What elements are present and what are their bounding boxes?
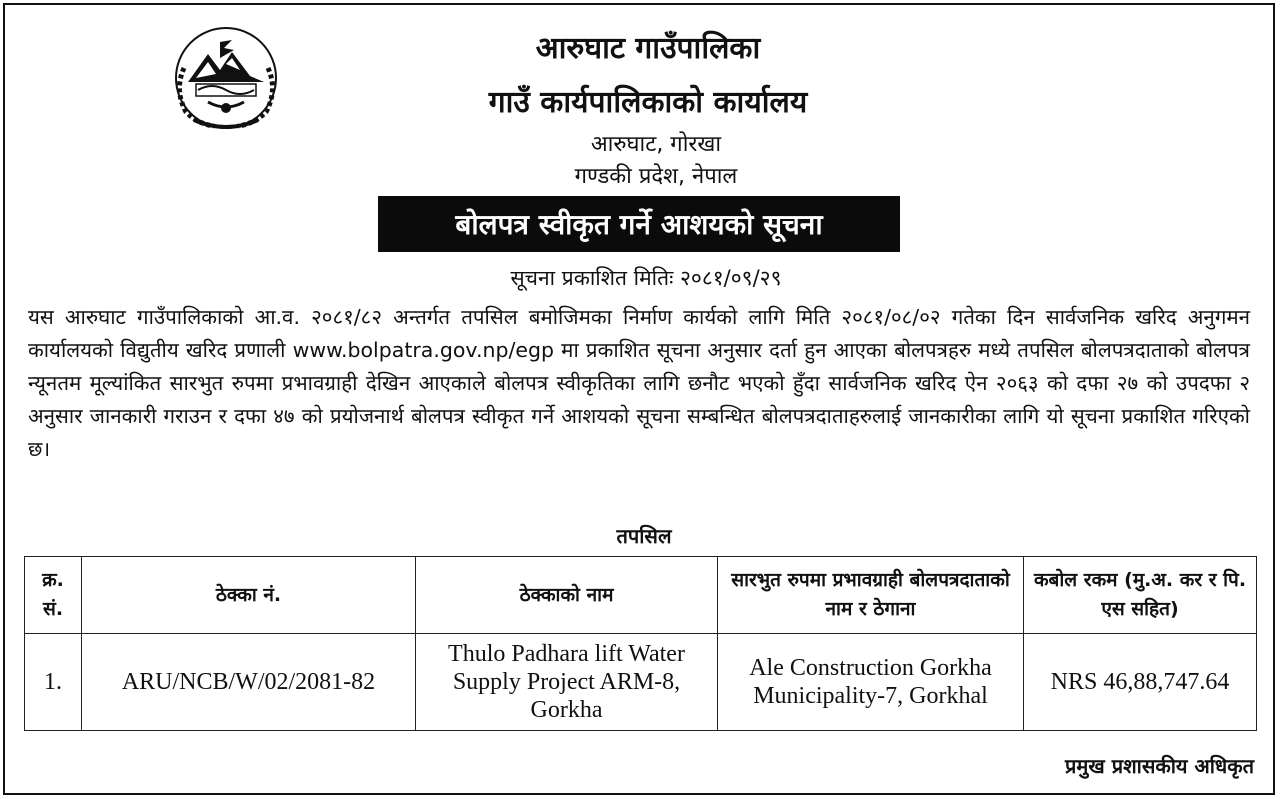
notice-title: बोलपत्र स्वीकृत गर्ने आशयको सूचना (378, 196, 900, 252)
published-date: सूचना प्रकाशित मितिः २०८१/०९/२९ (510, 266, 782, 290)
table-row (25, 634, 1257, 731)
notice-body: यस आरुघाट गाउँपालिकाको आ.व. २०८१/८२ अन्तर्गत तपसिल बमोजिमका निर्माण कार्यको लागि मिति २०८१/०८/०२ गतेका दिन सार्वजनिक खरिद अनुगमन कार्यालयको विद्युतीय खरिद प्रणाली www.bolpatra.gov.np/egp मा प्रकाशित सूचना अनुसार दर्ता हुन आएका बोलपत्रहरु मध्ये तपसिल बोलपत्रदाताको बोलपत्र न्यूनतम मूल्यांकित सारभुत रुपमा प्रभावग्राही देखिन आएकाले बोलपत्र स्वीकृतिका लागि छनौट भएको हुँदा सार्वजनिक खरिद ऐन २०६३ को दफा २७ को उपदफा २ अनुसार जानकारी गराउन र दफा ४७ को प्रयोजनार्थ बोलपत्र स्वीकृत गर्ने आशयको सूचना सम्बन्धित बोलपत्रदाताहरुलाई जानकारीका लागि यो सूचना प्रकाशित गरिएको छ। (28, 305, 1250, 461)
cell-contract-no: ARU/NCB/W/02/2081-82 (82, 634, 416, 731)
cell-sn: 1. (25, 634, 82, 731)
header-contract-no: ठेक्का नं. (82, 557, 416, 634)
header-sn: क्र. सं. (25, 557, 82, 634)
table-header-row (25, 557, 1257, 634)
header-contract-name: ठेक्काको नाम (416, 557, 718, 634)
province-name: गण्डकी प्रदेश, नेपाल (574, 164, 738, 189)
signatory-title: प्रमुख प्रशासकीय अधिकृत (1065, 754, 1254, 778)
cell-amount: NRS 46,88,747.64 (1024, 634, 1257, 731)
header-bidder: सारभुत रुपमा प्रभावग्राही बोलपत्रदाताको नाम र ठेगाना (718, 557, 1024, 634)
office-address: आरुघाट, गोरखा (590, 132, 722, 157)
contract-table (24, 556, 1257, 731)
municipality-name: आरुघाट गाउँपालिका (535, 31, 761, 66)
cell-bidder: Ale Construction Gorkha Municipality-7, Gorkhal (718, 634, 1024, 731)
header-amount: कबोल रकम (मु.अ. कर र पि. एस सहित) (1024, 557, 1257, 634)
office-name: गाउँ कार्यपालिकाको कार्यालय (488, 85, 808, 120)
schedule-title: तपसिल (616, 524, 672, 548)
cell-contract-name: Thulo Padhara lift Water Supply Project ARM-8, Gorkha (416, 634, 718, 731)
